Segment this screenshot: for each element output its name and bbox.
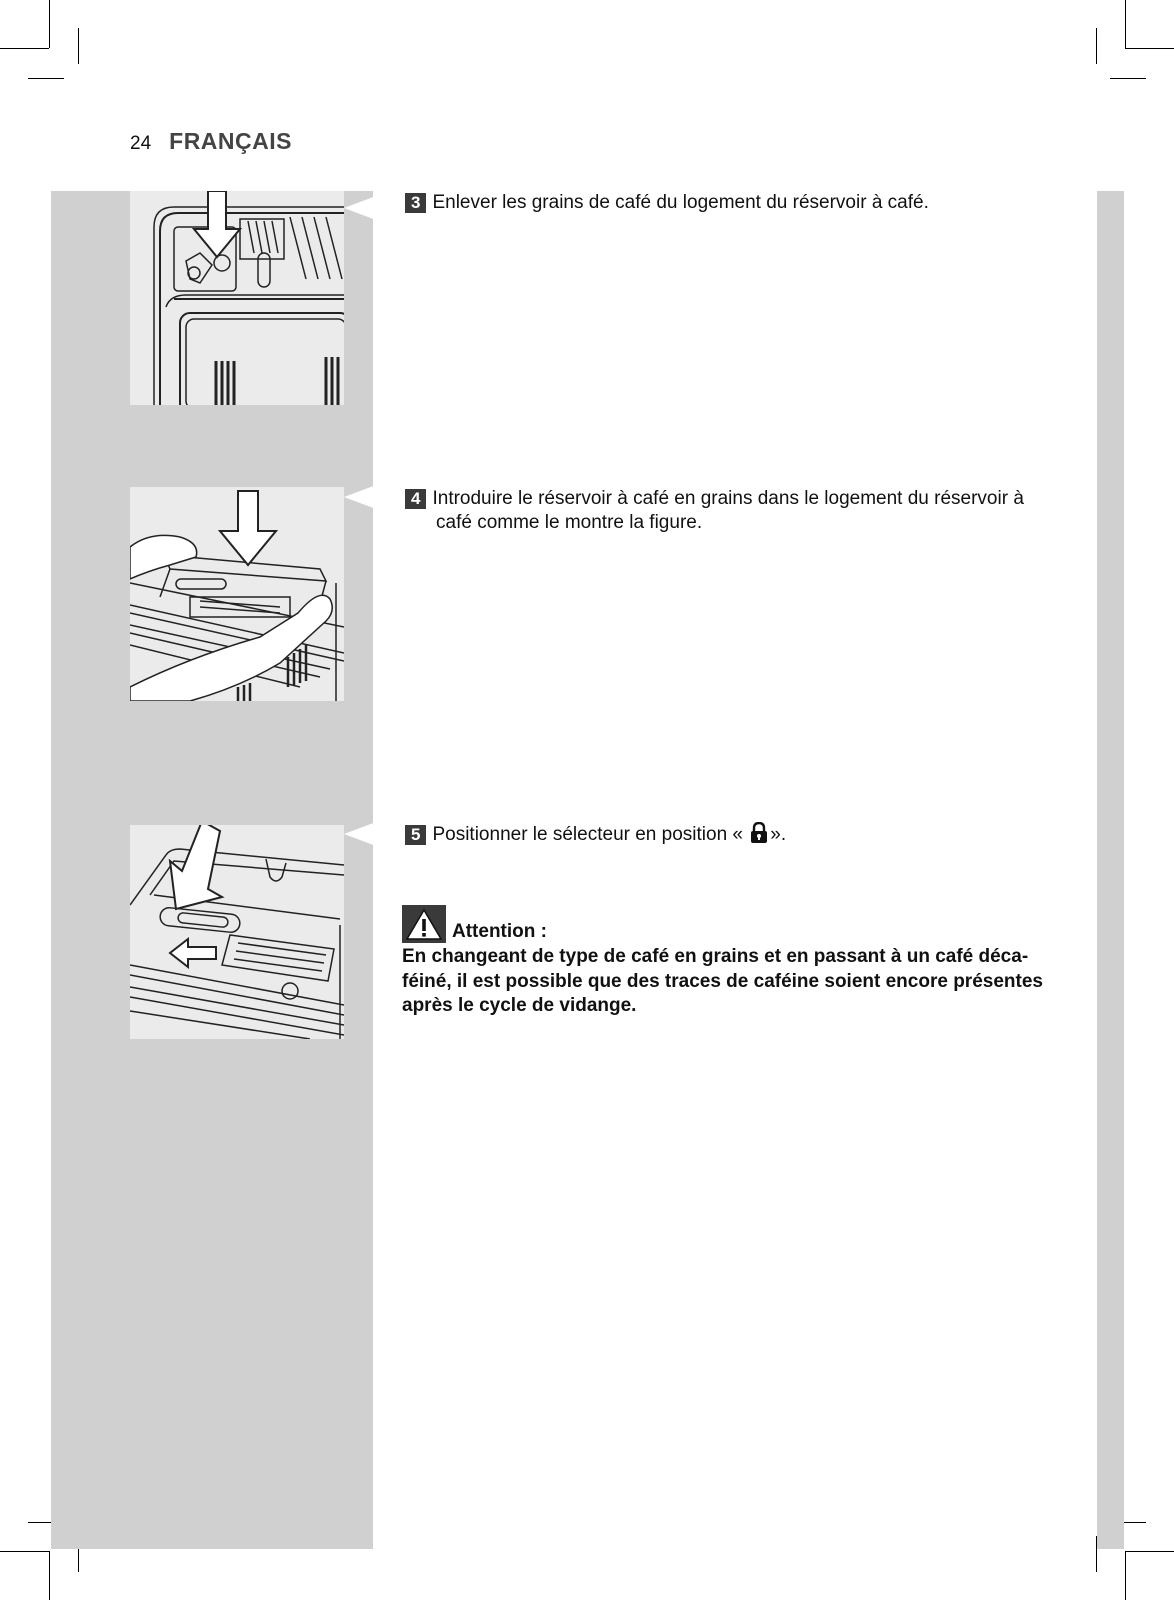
attention-text-line: féiné, il est possible que des traces de caféine soient encore présentes <box>402 970 1043 992</box>
crop-mark <box>1110 78 1146 79</box>
attention-text-line: après le cycle de vidange. <box>402 995 637 1016</box>
step-text: Introduire le réservoir à café en grains dans le logement du réservoir à <box>432 488 1024 509</box>
language-title: FRANÇAIS <box>169 128 292 154</box>
crop-mark <box>49 1551 50 1600</box>
attention-box <box>402 903 1062 1019</box>
crop-mark <box>0 1551 49 1552</box>
page-header <box>130 128 292 158</box>
figure-pointer <box>344 822 376 846</box>
crop-mark <box>49 0 50 48</box>
attention-title: Attention : <box>452 921 547 942</box>
crop-mark <box>1125 1551 1174 1552</box>
figure-pointer <box>344 196 376 220</box>
step-3 <box>405 191 1045 215</box>
attention-text-line: En changeant de type de café en grains et en passant à un café déca- <box>402 946 1029 967</box>
figure-pointer <box>344 485 376 509</box>
crop-mark <box>1096 28 1097 64</box>
coffee-bean-slot-figure <box>130 191 344 405</box>
step-text: Enlever les grains de café du logement du réservoir à café. <box>432 192 929 213</box>
crop-mark <box>1125 0 1126 48</box>
insert-bean-hopper-figure <box>130 487 344 701</box>
figure-step-4 <box>130 487 344 701</box>
step-4 <box>405 487 1045 535</box>
lock-icon <box>750 822 768 844</box>
step-text: Positionner le sélecteur en position « <box>432 824 743 845</box>
crop-mark <box>28 78 64 79</box>
figure-step-3 <box>130 191 344 405</box>
step-number: 5 <box>405 825 426 845</box>
page-number: 24 <box>130 133 152 154</box>
crop-mark <box>0 48 49 49</box>
step-number: 3 <box>405 193 426 213</box>
step-text: ». <box>770 824 787 845</box>
right-margin-band <box>1097 191 1124 1549</box>
figure-step-5 <box>130 825 344 1039</box>
crop-mark <box>1125 48 1174 49</box>
crop-mark <box>1125 1551 1126 1600</box>
crop-mark <box>78 28 79 64</box>
step-5 <box>405 822 1045 847</box>
selector-figure <box>130 825 344 1039</box>
attention-text <box>402 945 1062 1019</box>
warning-triangle-icon <box>402 905 446 943</box>
step-text: café comme le montre la figure. <box>436 512 703 533</box>
step-number: 4 <box>405 489 426 509</box>
